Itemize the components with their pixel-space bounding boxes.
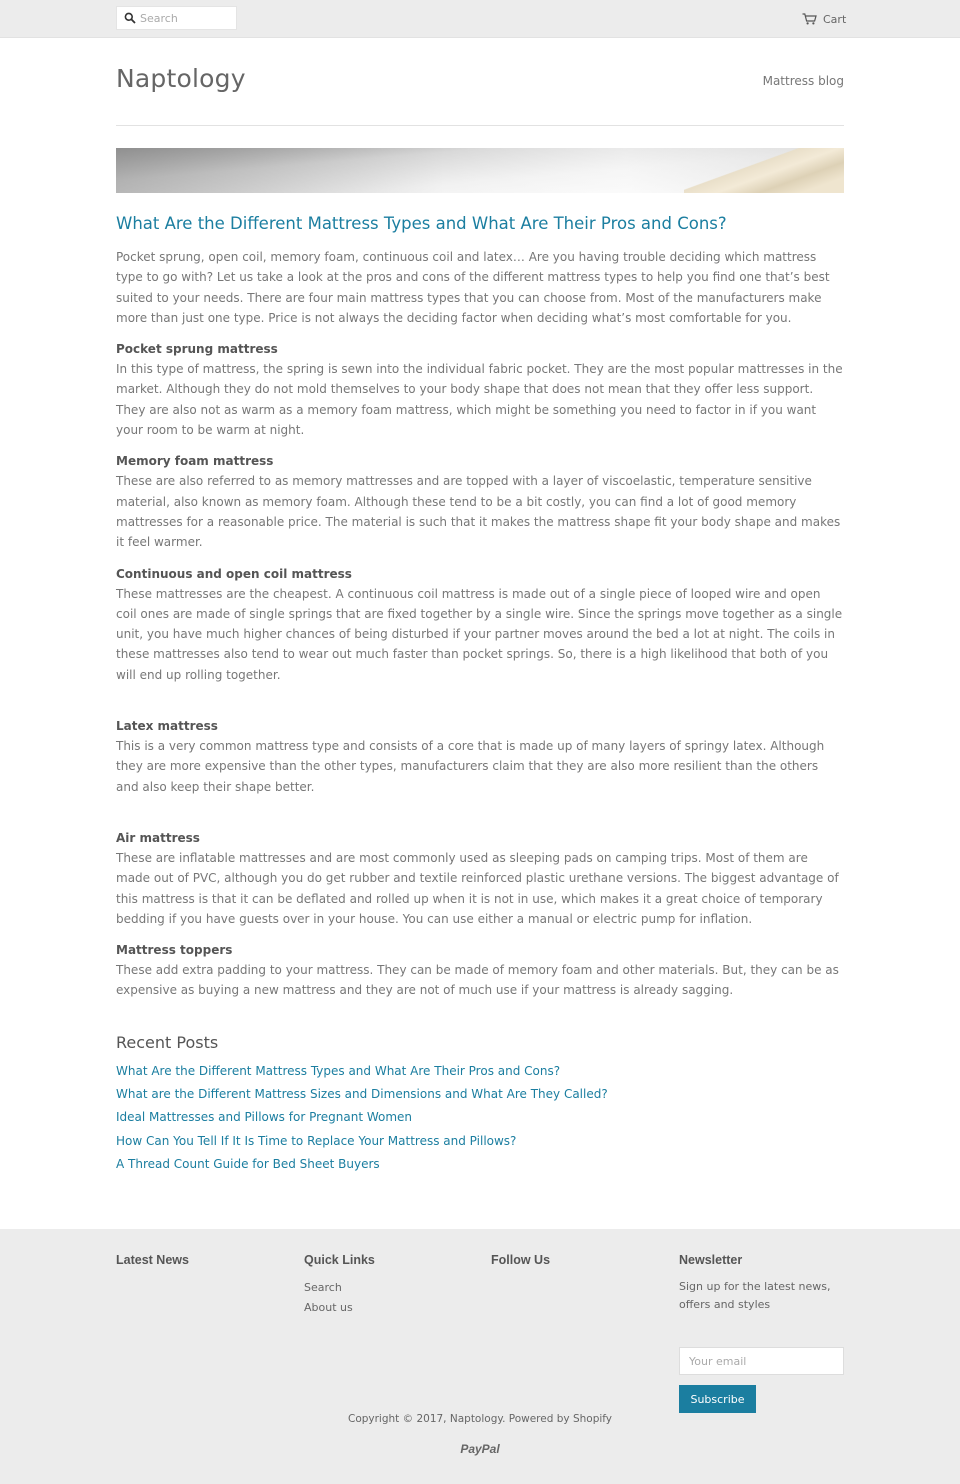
section-text: These are also referred to as memory mattresses and are topped with a layer of viscoelastic, temperature sensitive material, also known as memory foam. Although these tend to be a bit costly, you can find a lot of good memory mattresses for a reasonable price. The material is such that it makes the mattress shape fit your body shape and makes it feel warmer.	[116, 474, 841, 550]
section-heading: Memory foam mattress	[116, 454, 274, 469]
section-text: This is a very common mattress type and consists of a core that is made up of many layers of springy latex. Although they are more expensive than the other types, manufacturers claim that they are also more resilient than the others and also keep their shape better.	[116, 739, 825, 794]
section-heading: Latex mattress	[116, 719, 218, 734]
section-heading: Pocket sprung mattress	[116, 342, 278, 357]
footer-newsletter	[679, 1253, 849, 1423]
footer-follow-us	[491, 1253, 550, 1267]
section-text: These add extra padding to your mattress. They can be made of memory foam and other materials. But, they can be as expensive as buying a new mattress and they are not of much use if your mattress is already sagging.	[116, 963, 839, 998]
footer-heading: Follow Us	[491, 1253, 551, 1267]
recent-post-link[interactable]: What are the Different Mattress Sizes and Dimensions and What Are They Called?	[116, 1087, 608, 1102]
section-text: These mattresses are the cheapest. A continuous coil mattress is made out of a single piece of looped wire and open coil ones are made of single springs that are fixed together by a single wire. Since the springs move together as a single unit, you have much higher chances of being disturbed if your partner moves around the bed a lot at night. The coils in these mattresses also tend to wear out much faster than pocket springs. So, there is a high likelihood that both of you will end up rolling together.	[116, 586, 843, 682]
search-input[interactable]	[140, 9, 232, 27]
newsletter-email-input[interactable]	[679, 1347, 844, 1375]
site-header	[116, 62, 844, 126]
recent-post-link[interactable]: How Can You Tell If It Is Time to Replace Your Mattress and Pillows?	[116, 1133, 517, 1148]
section-heading: Continuous and open coil mattress	[116, 566, 352, 581]
recent-post-link[interactable]: What Are the Different Mattress Types and What Are Their Pros and Cons?	[116, 1063, 561, 1078]
article-title[interactable]: What Are the Different Mattress Types and What Are Their Pros and Cons?	[116, 214, 727, 233]
cart-link[interactable]	[802, 10, 846, 28]
cart-icon	[802, 13, 817, 25]
footer-link-search[interactable]: Search	[304, 1281, 342, 1294]
article-hero-image	[116, 148, 844, 193]
article	[116, 212, 844, 1176]
subscribe-button[interactable]: Subscribe	[679, 1385, 756, 1413]
section-text: These are inflatable mattresses and are most commonly used as sleeping pads on camping trips. Most of them are made out of PVC, although you do get rubber and textile reinforced plastic urethane versions. The biggest advantage of this mattress is that it can be deflated and rolled up when it is not in use, which makes it a great choice of temporary bedding if you have guests over in your house. You can use either a manual or electric pump for inflation.	[116, 850, 839, 926]
site-logo[interactable]: Naptology	[116, 64, 246, 93]
recent-posts-list	[116, 1060, 844, 1176]
section-text: In this type of mattress, the spring is sewn into the individual fabric pocket. They are the most popular mattresses in the market. Although they do not mold themselves to your body shape that does not mean that they offer less support. They are also not as warm as a memory foam mattress, which might be something you need to factor in if you want your room to be warm at night.	[116, 362, 843, 438]
newsletter-text: Sign up for the latest news, offers and styles	[679, 1280, 831, 1311]
recent-post-link[interactable]: A Thread Count Guide for Bed Sheet Buyers	[116, 1156, 380, 1171]
recent-posts-title: Recent Posts	[116, 1032, 219, 1052]
cart-label: Cart	[823, 12, 847, 26]
article-intro: Pocket sprung, open coil, memory foam, continuous coil and latex… Are you having trouble deciding which mattress type to go with? Let us take a look at the pros and cons of the different mattress types to help you find one that’s best suited to your needs. There are four main mattress types that you can choose from. Most of the manufacturers make more than just one type. Price is not always the deciding factor when deciding what’s most comfortable for you.	[116, 250, 830, 325]
footer-heading: Newsletter	[679, 1253, 743, 1267]
footer-heading: Latest News	[116, 1253, 189, 1267]
search-icon	[124, 12, 136, 24]
copyright-text: Copyright © 2017, Naptology. Powered by Shopify	[347, 1413, 613, 1425]
nav-link-mattress-blog[interactable]: Mattress blog	[762, 74, 844, 88]
recent-post-link[interactable]: Ideal Mattresses and Pillows for Pregnant Women	[116, 1110, 413, 1125]
footer-link-about-us[interactable]: About us	[304, 1301, 353, 1314]
section-heading: Air mattress	[116, 830, 200, 845]
site-footer	[0, 1229, 960, 1484]
footer-heading: Quick Links	[304, 1253, 375, 1267]
paypal-icon: PayPal	[460, 1442, 500, 1456]
footer-latest-news	[116, 1253, 189, 1267]
search-box[interactable]	[116, 6, 237, 30]
top-bar	[0, 0, 960, 38]
footer-quick-links	[304, 1253, 375, 1318]
section-heading: Mattress toppers	[116, 943, 233, 958]
